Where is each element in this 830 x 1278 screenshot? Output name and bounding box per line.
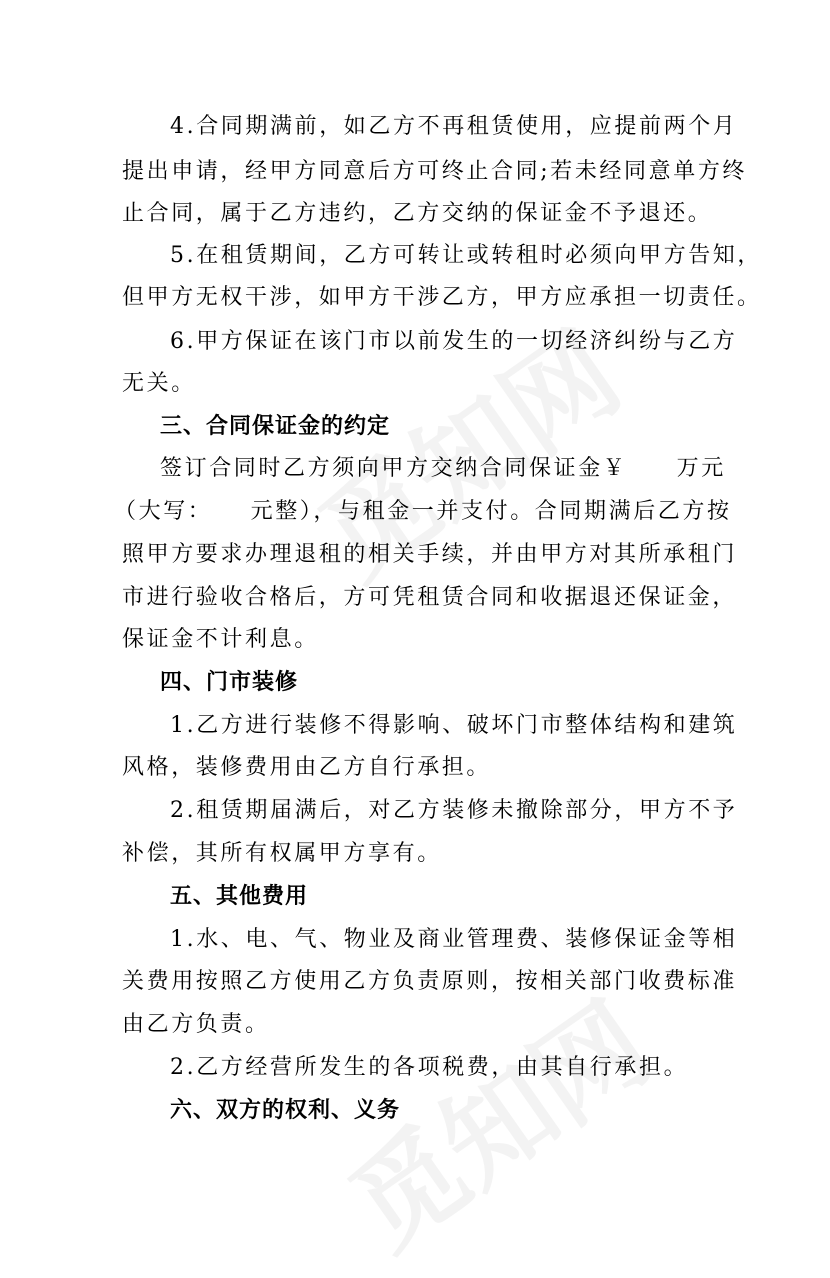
section-3-line-4: 市进行验收合格后，方可凭租赁合同和收据退还保证金， (122, 585, 738, 610)
section-4-title: 四、门市装修 (160, 670, 299, 695)
section-5-item-1-line-2: 关费用按照乙方使用乙方负责原则，按相关部门收费标准 (122, 969, 738, 994)
section-3-line-2: （大写： 元整），与租金一并支付。合同期满后乙方按 (114, 499, 732, 524)
section-4-item-1-line-1: 1.乙方进行装修不得影响、破坏门市整体结构和建筑 (170, 713, 738, 738)
clause-4-line-1: 4.合同期满前，如乙方不再租赁使用，应提前两个月 (170, 114, 738, 139)
section-3-line-3: 照甲方要求办理退租的相关手续，并由甲方对其所承租门 (122, 542, 738, 567)
clause-5-line-2: 但甲方无权干涉，如甲方干涉乙方，甲方应承担一切责任。 (122, 285, 762, 310)
section-4-item-2-line-1: 2.租赁期届满后，对乙方装修未撤除部分，甲方不予 (170, 798, 738, 823)
section-3-line-1: 签订合同时乙方须向甲方交纳合同保证金￥ 万元 (160, 456, 726, 481)
clause-5-line-1: 5.在租赁期间，乙方可转让或转租时必须向甲方告知， (170, 243, 762, 268)
section-5-title: 五、其他费用 (170, 884, 309, 909)
section-3-line-5: 保证金不计利息。 (122, 627, 319, 652)
clause-4-line-3: 止合同，属于乙方违约，乙方交纳的保证金不予退还。 (122, 201, 713, 226)
clause-6-line-2: 无关。 (122, 371, 196, 396)
section-4-item-1-line-2: 风格，装修费用由乙方自行承担。 (122, 755, 492, 780)
clause-4-line-2: 提出申请，经甲方同意后方可终止合同;若未经同意单方终 (122, 159, 748, 184)
section-4-item-2-line-2: 补偿，其所有权属甲方享有。 (122, 841, 442, 866)
clause-6-line-1: 6.甲方保证在该门市以前发生的一切经济纠纷与乙方 (170, 329, 738, 354)
section-5-item-2-line-1: 2.乙方经营所发生的各项税费，由其自行承担。 (170, 1055, 689, 1080)
section-5-item-1-line-1: 1.水、电、气、物业及商业管理费、装修保证金等相 (170, 927, 738, 952)
section-5-item-1-line-3: 由乙方负责。 (122, 1012, 270, 1037)
section-3-title: 三、合同保证金的约定 (160, 414, 391, 439)
section-6-title: 六、双方的权利、义务 (170, 1098, 401, 1123)
